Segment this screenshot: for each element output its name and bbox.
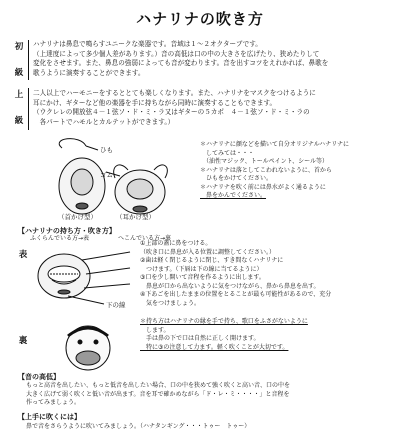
step-line: ①上部の蓋に鼻をつける。 (140, 240, 212, 247)
lower-line-label: 下の線 (106, 301, 126, 309)
notes-block (200, 141, 349, 201)
beginner-line: ハナリナは鼻息で鳴らすユニークな楽器です。音域は１～２オクターブです。 (33, 40, 262, 48)
level-beginner-mark-2: 級 (14, 68, 24, 78)
note-line: ＊ハナリナを吹く前には鼻水がよく通るように (200, 183, 326, 191)
advanced-line: 耳にかけ、ギターなど他の楽器を手に持ちながら同時に演奏することもできます。 (33, 98, 277, 107)
advanced-line: （ウクレレの開放弦４－１弦ソ・ド・ミ・ラ又はギターの５カポ ４－１弦ソ・ド・ミ・ラの (33, 108, 310, 117)
dent-label: へこんでいる方→裏 (118, 235, 172, 242)
tip-line: 手は鼻の下で口は自然に正しく開けます。 (140, 335, 260, 342)
page-title: ハナリナの吹き方 (136, 10, 264, 28)
improve-line: 鼻で音をさらうように吹いてみましょう。（ハナタンギング・・・トゥー トゥー） (26, 423, 251, 430)
pitch-line: もっと高音を出したい、もっと低音を出したい場合、口の中を狭めて強く吹くと高い音、口の中を (26, 382, 291, 389)
step-line: ③口を少し開いて音程を作るように出します。 (140, 274, 265, 281)
pitch-block (26, 382, 290, 408)
level-advanced-mark-2: 級 (14, 116, 24, 126)
beginner-paragraph (33, 40, 328, 78)
step-line: 気をつけましょう。 (140, 299, 201, 307)
beginner-line: 変化をさせます。また、鼻息の強弱によっても音が変わります。音を出すコツをえれかれば、鼻歌を (33, 59, 329, 68)
steps-block (140, 240, 331, 308)
bulge-label: ふくらんでいる方→表 (30, 235, 90, 242)
tips-block (140, 318, 308, 352)
level-advanced-mark-1: 上 (14, 90, 24, 100)
front-label: 表 (18, 250, 28, 260)
pitch-line: 大きく広げて弱く吹くと低い音が出ます。音を耳で確かめながら「ド・レ・ミ・・・・」と音程を (26, 390, 290, 398)
note-line: 鼻をかんでください。 (200, 192, 267, 199)
beginner-line: （上達度によって多少個人差があります。）音の高低は口の中の大きさを広げたり、狭めたりして (33, 49, 320, 58)
label-neck-type: （首かけ型） (58, 213, 97, 221)
tip-line: 特に③の注意して力ます。軽く吹くことが大切です。 (140, 343, 289, 351)
note-line: ＊ハナリナは落としてこわれないように、首から (200, 166, 332, 174)
step-line: 鼻息が口から出ないように気をつけながら、鼻から鼻息を出す。 (140, 282, 320, 290)
step-line: ④下あごを出したままの位置をとることが最も可能性があるので、充分 (140, 291, 332, 298)
mouth-diagram (34, 244, 134, 306)
face-diagram (58, 322, 118, 374)
advanced-bracket (28, 88, 29, 130)
label-rubber: ゴム (100, 171, 113, 179)
tip-line: ＊持ち方はハナリナの縁を手で持ち、歌口をふさがないように (140, 318, 308, 325)
pitch-line: 作ってみましょう。 (26, 399, 81, 406)
step-line: （吹き口に鼻息が入る位置に調整してください。） (140, 248, 276, 256)
advanced-paragraph (33, 89, 316, 127)
label-ear-type: （耳かけ型） (116, 213, 155, 221)
level-beginner-mark-1: 初 (14, 42, 24, 52)
note-line: ＊ハナリナに顔などを描いて自分オリジナルハナリナに (200, 141, 350, 148)
tip-line: します。 (140, 326, 170, 334)
note-line: ひもをかけてください。 (200, 175, 273, 182)
improve-header: 【上手に吹くには】 (18, 413, 81, 421)
beginner-bracket (28, 40, 29, 80)
how-to-header: 【ハナリナの持ち方・吹き方】 (18, 227, 116, 235)
note-line: してみては・・・ (200, 149, 255, 157)
advanced-line: 各パートでハモルとカルテットができます。） (33, 117, 175, 126)
step-line: ②歯は軽く閉じるように閉じ、すき間なくハナリナに (140, 257, 284, 264)
beginner-line: 歌うように演奏することができます。 (33, 68, 145, 77)
advanced-line: 二人以上でハーモニーをするととても楽しくなります。また、ハナリナをマスクをつけるように (33, 89, 316, 97)
pitch-header: 【音の高低】 (18, 373, 60, 381)
label-string: ひも (100, 146, 113, 154)
back-label: 裏 (18, 336, 28, 346)
step-line: つけます。（下唇は下の線に当てるように） (140, 265, 263, 273)
note-line: （油性マジック、トールペイント、シール等） (200, 158, 328, 165)
